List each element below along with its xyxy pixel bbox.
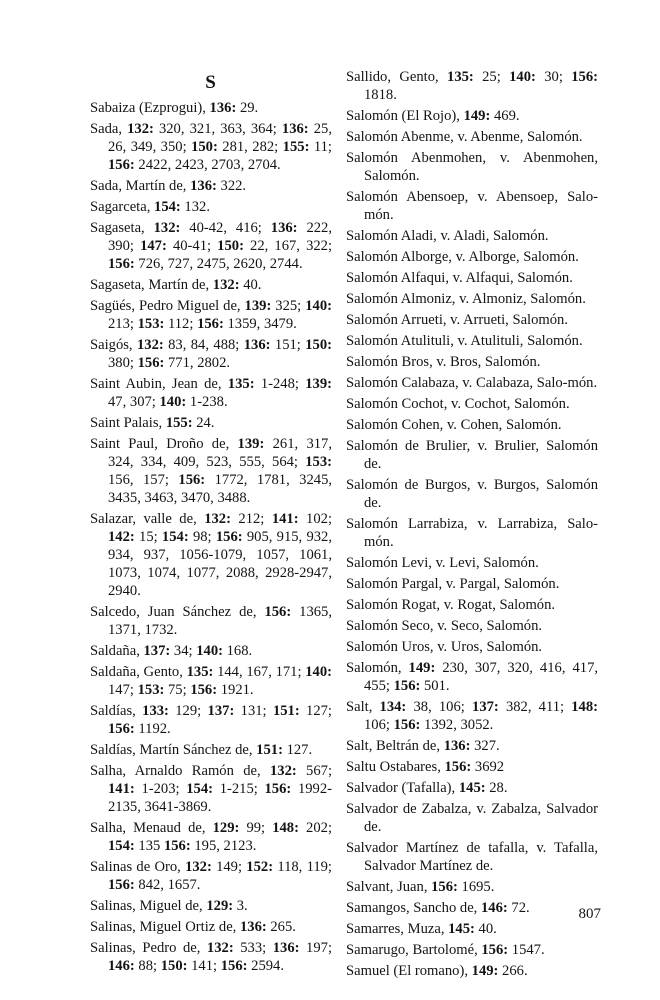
entry-text: Salvant, Juan,	[346, 879, 432, 895]
entry-text: 25, 26, 349, 350;	[108, 121, 332, 155]
entry-text: Salinas, Miguel de,	[90, 898, 207, 914]
entry-text: 168.	[222, 643, 253, 659]
entry-text: 726, 727, 2475, 2620, 2744.	[134, 256, 303, 272]
entry-text: Salomón,	[346, 660, 409, 676]
volume-number: 132:	[212, 277, 240, 293]
index-entry	[90, 762, 332, 816]
entry-text: Salomón de Brulier, v. Brulier, Salomón de.	[346, 438, 598, 472]
entry-text: Sada,	[90, 121, 128, 137]
index-entry	[346, 374, 598, 392]
entry-text: 40.	[474, 921, 497, 937]
entry-text: 2422, 2423, 2703, 2704.	[134, 157, 281, 173]
index-entry	[346, 698, 598, 734]
volume-number: 137:	[207, 703, 235, 719]
volume-number: 149:	[471, 963, 499, 979]
entry-text: Salomón Calabaza, v. Calabaza, Salo-món.	[346, 375, 598, 391]
volume-number: 134:	[379, 699, 407, 715]
index-entry	[346, 248, 598, 266]
index-entry	[90, 642, 332, 660]
volume-number: 136:	[190, 178, 217, 194]
index-entry	[90, 414, 332, 432]
volume-number: 135:	[227, 376, 255, 392]
entry-text: 905, 915, 932, 934, 937, 1056-1079, 1057, 1061, 1073, 1074, 1077, 2088, 2928-2947, 2940.	[108, 529, 332, 599]
entry-text: Salomón Cohen, v. Cohen, Salomón.	[346, 417, 562, 433]
volume-number: 156:	[178, 472, 206, 488]
entry-text: 127;	[299, 703, 332, 719]
entry-text: 151;	[270, 337, 306, 353]
volume-number: 142:	[108, 529, 135, 545]
entry-text: 1-248;	[254, 376, 306, 392]
right-column	[346, 68, 598, 983]
volume-number: 132:	[153, 220, 181, 236]
entry-text: 106;	[364, 717, 394, 733]
entry-text: Salazar, valle de,	[90, 511, 205, 527]
entry-text: Salomón Abenme, v. Abenme, Salomón.	[346, 129, 583, 145]
index-entry	[90, 702, 332, 738]
entry-text: Salomón Almoniz, v. Almoniz, Salomón.	[346, 291, 586, 307]
index-entry	[346, 941, 598, 959]
entry-text: 147;	[108, 682, 138, 698]
index-entry	[346, 269, 598, 287]
volume-number: 149:	[408, 660, 436, 676]
volume-number: 148:	[571, 699, 599, 715]
entry-text: 144, 167, 171;	[213, 664, 306, 680]
entry-text: Salomón Uros, v. Uros, Salomón.	[346, 639, 543, 655]
entry-text: 261, 317, 324, 334, 409, 523, 555, 564;	[108, 436, 333, 470]
section-letter: S	[205, 72, 217, 93]
index-entry	[346, 149, 598, 185]
volume-number: 136:	[272, 940, 300, 956]
volume-number: 147:	[140, 238, 167, 254]
volume-number: 132:	[136, 337, 164, 353]
entry-text: 131;	[234, 703, 273, 719]
entry-text: 75;	[164, 682, 191, 698]
entry-text: 567;	[296, 763, 333, 779]
volume-number: 154:	[161, 529, 189, 545]
volume-number: 139:	[244, 298, 272, 314]
entry-text: Salomón Cochot, v. Cochot, Salomón.	[346, 396, 570, 412]
volume-number: 156:	[264, 781, 292, 797]
volume-number: 136:	[239, 919, 267, 935]
entry-text: 771, 2802.	[164, 355, 231, 371]
entry-text: 197;	[299, 940, 332, 956]
entry-text: 202;	[298, 820, 333, 836]
entry-text: Saltu Ostabares,	[346, 759, 445, 775]
volume-number: 145:	[448, 921, 475, 937]
entry-text: Samangos, Sancho de,	[346, 900, 481, 916]
volume-number: 136:	[281, 121, 309, 137]
volume-number: 156:	[220, 958, 248, 974]
volume-number: 133:	[142, 703, 169, 719]
entry-text: Saldaña, Gento,	[90, 664, 187, 680]
index-entry	[346, 128, 598, 146]
volume-number: 156:	[393, 678, 421, 694]
index-entry	[90, 897, 332, 915]
entry-text: Salt, Beltrán de,	[346, 738, 444, 754]
index-entry	[346, 476, 598, 512]
volume-number: 156:	[481, 942, 509, 958]
entry-text: Salinas, Miguel Ortiz de,	[90, 919, 240, 935]
entry-text: 322.	[216, 178, 247, 194]
volume-number: 156:	[108, 721, 135, 737]
index-entry	[346, 779, 598, 797]
entry-text: 320, 321, 363, 364;	[153, 121, 282, 137]
volume-number: 132:	[127, 121, 154, 137]
entry-text: 327.	[470, 738, 500, 754]
entry-text: 212;	[230, 511, 272, 527]
index-entry	[90, 375, 332, 411]
index-entry	[346, 107, 598, 125]
entry-text: Sagüés, Pedro Miguel de,	[90, 298, 245, 314]
entry-text: 118, 119;	[273, 859, 332, 875]
entry-text: 11;	[309, 139, 332, 155]
volume-number: 154:	[154, 199, 181, 215]
volume-number: 154:	[186, 781, 214, 797]
entry-text: 38, 106;	[406, 699, 473, 715]
entry-text: Saint Aubin, Jean de,	[90, 376, 228, 392]
entry-text: Salha, Arnaldo Ramón de,	[90, 763, 270, 779]
volume-number: 140:	[159, 394, 187, 410]
entry-text: Salha, Menaud de,	[90, 820, 213, 836]
entry-text: 127.	[282, 742, 313, 758]
entry-text: 34;	[170, 643, 197, 659]
entry-text: Salomón Abensoep, v. Abensoep, Salo-món.	[346, 189, 598, 223]
volume-number: 141:	[108, 781, 135, 797]
entry-text: Salomón Pargal, v. Pargal, Salomón.	[346, 576, 560, 592]
entry-text: Samuel (El romano),	[346, 963, 472, 979]
volume-number: 154:	[108, 838, 135, 854]
entry-text: 2594.	[247, 958, 284, 974]
index-entry	[346, 68, 598, 104]
index-entry	[90, 819, 332, 855]
entry-text: 213;	[108, 316, 138, 332]
volume-number: 136:	[209, 100, 237, 116]
entry-text: 1695.	[457, 879, 495, 895]
index-entry	[90, 939, 332, 975]
left-entries	[90, 99, 332, 975]
volume-number: 153:	[305, 454, 332, 470]
entry-text: 132.	[180, 199, 210, 215]
volume-number: 149:	[463, 108, 491, 124]
volume-number: 136:	[243, 337, 271, 353]
volume-number: 155:	[282, 139, 310, 155]
entry-text: Sagarceta,	[90, 199, 155, 215]
volume-number: 156:	[108, 256, 135, 272]
volume-number: 146:	[108, 958, 135, 974]
index-entry	[90, 741, 332, 759]
volume-number: 152:	[246, 859, 274, 875]
entry-text: 1192.	[134, 721, 171, 737]
left-column	[90, 72, 332, 978]
entry-text: Salomón Seco, v. Seco, Salomón.	[346, 618, 543, 634]
entry-text: Salomón (El Rojo),	[346, 108, 464, 124]
entry-text: 22, 167, 322;	[243, 238, 333, 254]
entry-text: 3.	[233, 898, 248, 914]
entry-text: Salomón Bros, v. Bros, Salomón.	[346, 354, 541, 370]
entry-text: 1-203;	[134, 781, 187, 797]
entry-text: Sallido, Gento,	[346, 69, 448, 85]
entry-text: Sagaseta, Martín de,	[90, 277, 213, 293]
volume-number: 139:	[305, 376, 332, 392]
volume-number: 155:	[165, 415, 193, 431]
entry-text: 1992-2135, 3641-3869.	[108, 781, 332, 815]
index-entry	[90, 603, 332, 639]
volume-number: 129:	[212, 820, 240, 836]
volume-number: 141:	[271, 511, 299, 527]
volume-number: 145:	[458, 780, 486, 796]
entry-text: 265.	[266, 919, 296, 935]
index-entry	[346, 353, 598, 371]
index-entry	[346, 839, 598, 875]
volume-number: 140:	[196, 643, 223, 659]
entry-text: 1818.	[364, 87, 397, 103]
volume-number: 151:	[272, 703, 300, 719]
entry-text: 102;	[298, 511, 333, 527]
entry-text: 1921.	[217, 682, 254, 698]
entry-text: Salomón Atulituli, v. Atulituli, Salomón.	[346, 333, 583, 349]
entry-text: Saldías, Martín Sánchez de,	[90, 742, 257, 758]
entry-text: 40.	[239, 277, 262, 293]
volume-number: 150:	[217, 238, 244, 254]
volume-number: 140:	[509, 69, 536, 85]
entry-text: 195, 2123.	[190, 838, 257, 854]
volume-number: 156:	[431, 879, 458, 895]
index-entry	[346, 596, 598, 614]
volume-number: 148:	[272, 820, 299, 836]
volume-number: 156:	[444, 759, 472, 775]
entry-text: 1547.	[508, 942, 545, 958]
entry-text: 1-238.	[186, 394, 228, 410]
entry-text: Salcedo, Juan Sánchez de,	[90, 604, 265, 620]
entry-text: Salvador de Zabalza, v. Zabalza, Salvador de.	[346, 801, 598, 835]
entry-text: 28.	[485, 780, 508, 796]
entry-text: 40-42, 416;	[180, 220, 271, 236]
index-entry	[346, 800, 598, 836]
entry-text: 1365, 1371, 1732.	[108, 604, 333, 638]
entry-text: 469.	[490, 108, 520, 124]
entry-text: 3692	[471, 759, 505, 775]
entry-text: Salomón Alborge, v. Alborge, Salomón.	[346, 249, 579, 265]
entry-text: 72.	[507, 900, 530, 916]
entry-text: Salomón Rogat, v. Rogat, Salomón.	[346, 597, 556, 613]
index-entry	[346, 659, 598, 695]
entry-text: 129;	[168, 703, 208, 719]
volume-number: 156:	[571, 69, 598, 85]
volume-number: 156:	[190, 682, 218, 698]
volume-number: 137:	[472, 699, 499, 715]
volume-number: 153:	[137, 316, 165, 332]
entry-text: 99;	[239, 820, 273, 836]
index-entry	[346, 188, 598, 224]
entry-text: 141;	[187, 958, 221, 974]
entry-text: 380;	[108, 355, 138, 371]
entry-text: Salomón Alfaqui, v. Alfaqui, Salomón.	[346, 270, 573, 286]
index-entry	[346, 617, 598, 635]
entry-text: 112;	[164, 316, 198, 332]
volume-number: 150:	[305, 337, 332, 353]
entry-text: 281, 282;	[217, 139, 283, 155]
entry-text: 149;	[211, 859, 247, 875]
entry-text: 266.	[498, 963, 528, 979]
volume-number: 139:	[237, 436, 265, 452]
volume-number: 156:	[393, 717, 421, 733]
index-entry	[90, 99, 332, 117]
entry-text: 88;	[134, 958, 161, 974]
index-entry	[90, 336, 332, 372]
volume-number: 150:	[191, 139, 218, 155]
entry-text: 15;	[134, 529, 162, 545]
entry-text: Sagaseta,	[90, 220, 154, 236]
entry-text: 1-215;	[213, 781, 265, 797]
entry-text: Salomón Larrabiza, v. Larrabiza, Salo-món.	[346, 516, 598, 550]
volume-number: 132:	[185, 859, 212, 875]
index-entry	[346, 878, 598, 896]
entry-text: Saint Paul, Droño de,	[90, 436, 238, 452]
index-entry	[346, 554, 598, 572]
index-entry	[346, 758, 598, 776]
entry-text: Saldaña,	[90, 643, 144, 659]
index-entry	[346, 575, 598, 593]
index-entry	[90, 219, 332, 273]
entry-text: 47, 307;	[108, 394, 160, 410]
entry-text: 40-41;	[166, 238, 218, 254]
index-entry	[90, 435, 332, 507]
page-number: 807	[578, 906, 601, 922]
index-entry	[90, 198, 332, 216]
index-entry	[90, 297, 332, 333]
volume-number: 140:	[305, 298, 332, 314]
entry-text: 30;	[535, 69, 572, 85]
volume-number: 146:	[480, 900, 508, 916]
index-entry	[90, 510, 332, 600]
entry-text: Salomón Aladi, v. Aladi, Salomón.	[346, 228, 549, 244]
entry-text: 156, 157;	[108, 472, 179, 488]
volume-number: 150:	[160, 958, 188, 974]
entry-text: Sabaiza (Ezprogui),	[90, 100, 210, 116]
index-entry	[90, 120, 332, 174]
volume-number: 136:	[443, 738, 471, 754]
index-entry	[90, 858, 332, 894]
volume-number: 137:	[143, 643, 171, 659]
index-entry	[346, 737, 598, 755]
entry-text: 222, 390;	[108, 220, 332, 254]
entry-text: Salinas, Pedro de,	[90, 940, 207, 956]
entry-text: 533;	[233, 940, 273, 956]
entry-text: 325;	[271, 298, 306, 314]
entry-text: 1772, 1781, 3245, 3435, 3463, 3470, 3488.	[108, 472, 333, 506]
index-entry	[346, 515, 598, 551]
volume-number: 132:	[204, 511, 231, 527]
volume-number: 153:	[137, 682, 165, 698]
index-entry	[346, 416, 598, 434]
entry-text: Saldías,	[90, 703, 143, 719]
volume-number: 156:	[215, 529, 243, 545]
volume-number: 151:	[256, 742, 283, 758]
volume-number: 156:	[108, 157, 135, 173]
entry-text: Sada, Martín de,	[90, 178, 191, 194]
volume-number: 135:	[186, 664, 214, 680]
volume-number: 140:	[305, 664, 332, 680]
entry-text: Salomón Levi, v. Levi, Salomón.	[346, 555, 539, 571]
volume-number: 132:	[206, 940, 234, 956]
index-entry	[346, 311, 598, 329]
index-entry	[346, 395, 598, 413]
entry-text: 1359, 3479.	[223, 316, 297, 332]
volume-number: 156:	[137, 355, 165, 371]
entry-text: 1392, 3052.	[420, 717, 494, 733]
index-entry	[346, 227, 598, 245]
entry-text: Salvador Martínez de tafalla, v. Tafalla, Salvador Martínez de.	[346, 840, 598, 874]
entry-text: 25;	[473, 69, 510, 85]
entry-text: Samarres, Muza,	[346, 921, 449, 937]
volume-number: 136:	[270, 220, 298, 236]
volume-number: 129:	[206, 898, 234, 914]
entry-text: Samarugo, Bartolomé,	[346, 942, 482, 958]
entry-text: Salinas de Oro,	[90, 859, 186, 875]
index-entry	[346, 962, 598, 980]
index-entry	[90, 177, 332, 195]
index-entry	[346, 437, 598, 473]
index-entry	[346, 638, 598, 656]
entry-text: 83, 84, 488;	[163, 337, 244, 353]
entry-text: Salomón de Burgos, v. Burgos, Salomón de.	[346, 477, 598, 511]
index-entry	[90, 663, 332, 699]
index-entry	[90, 918, 332, 936]
entry-text: 135	[134, 838, 164, 854]
entry-text: 382, 411;	[498, 699, 572, 715]
entry-text: Salomón Arrueti, v. Arrueti, Salomón.	[346, 312, 568, 328]
entry-text: 230, 307, 320, 416, 417, 455;	[364, 660, 599, 694]
entry-text: Salomón Abenmohen, v. Abenmohen, Salomón.	[346, 150, 598, 184]
entry-text: 24.	[192, 415, 215, 431]
index-entry	[346, 332, 598, 350]
volume-number: 156:	[108, 877, 135, 893]
entry-text: 98;	[188, 529, 216, 545]
index-entry	[90, 276, 332, 294]
volume-number: 132:	[269, 763, 297, 779]
entry-text: 29.	[236, 100, 259, 116]
volume-number: 156:	[197, 316, 224, 332]
entry-text: 842, 1657.	[134, 877, 201, 893]
volume-number: 135:	[447, 69, 474, 85]
entry-text: Salvador (Tafalla),	[346, 780, 459, 796]
index-entry	[346, 290, 598, 308]
right-entries	[346, 68, 598, 980]
entry-text: Saigós,	[90, 337, 137, 353]
entry-text: Saint Palais,	[90, 415, 166, 431]
volume-number: 156:	[264, 604, 292, 620]
volume-number: 156:	[163, 838, 191, 854]
entry-text: 501.	[420, 678, 450, 694]
entry-text: Salt,	[346, 699, 380, 715]
